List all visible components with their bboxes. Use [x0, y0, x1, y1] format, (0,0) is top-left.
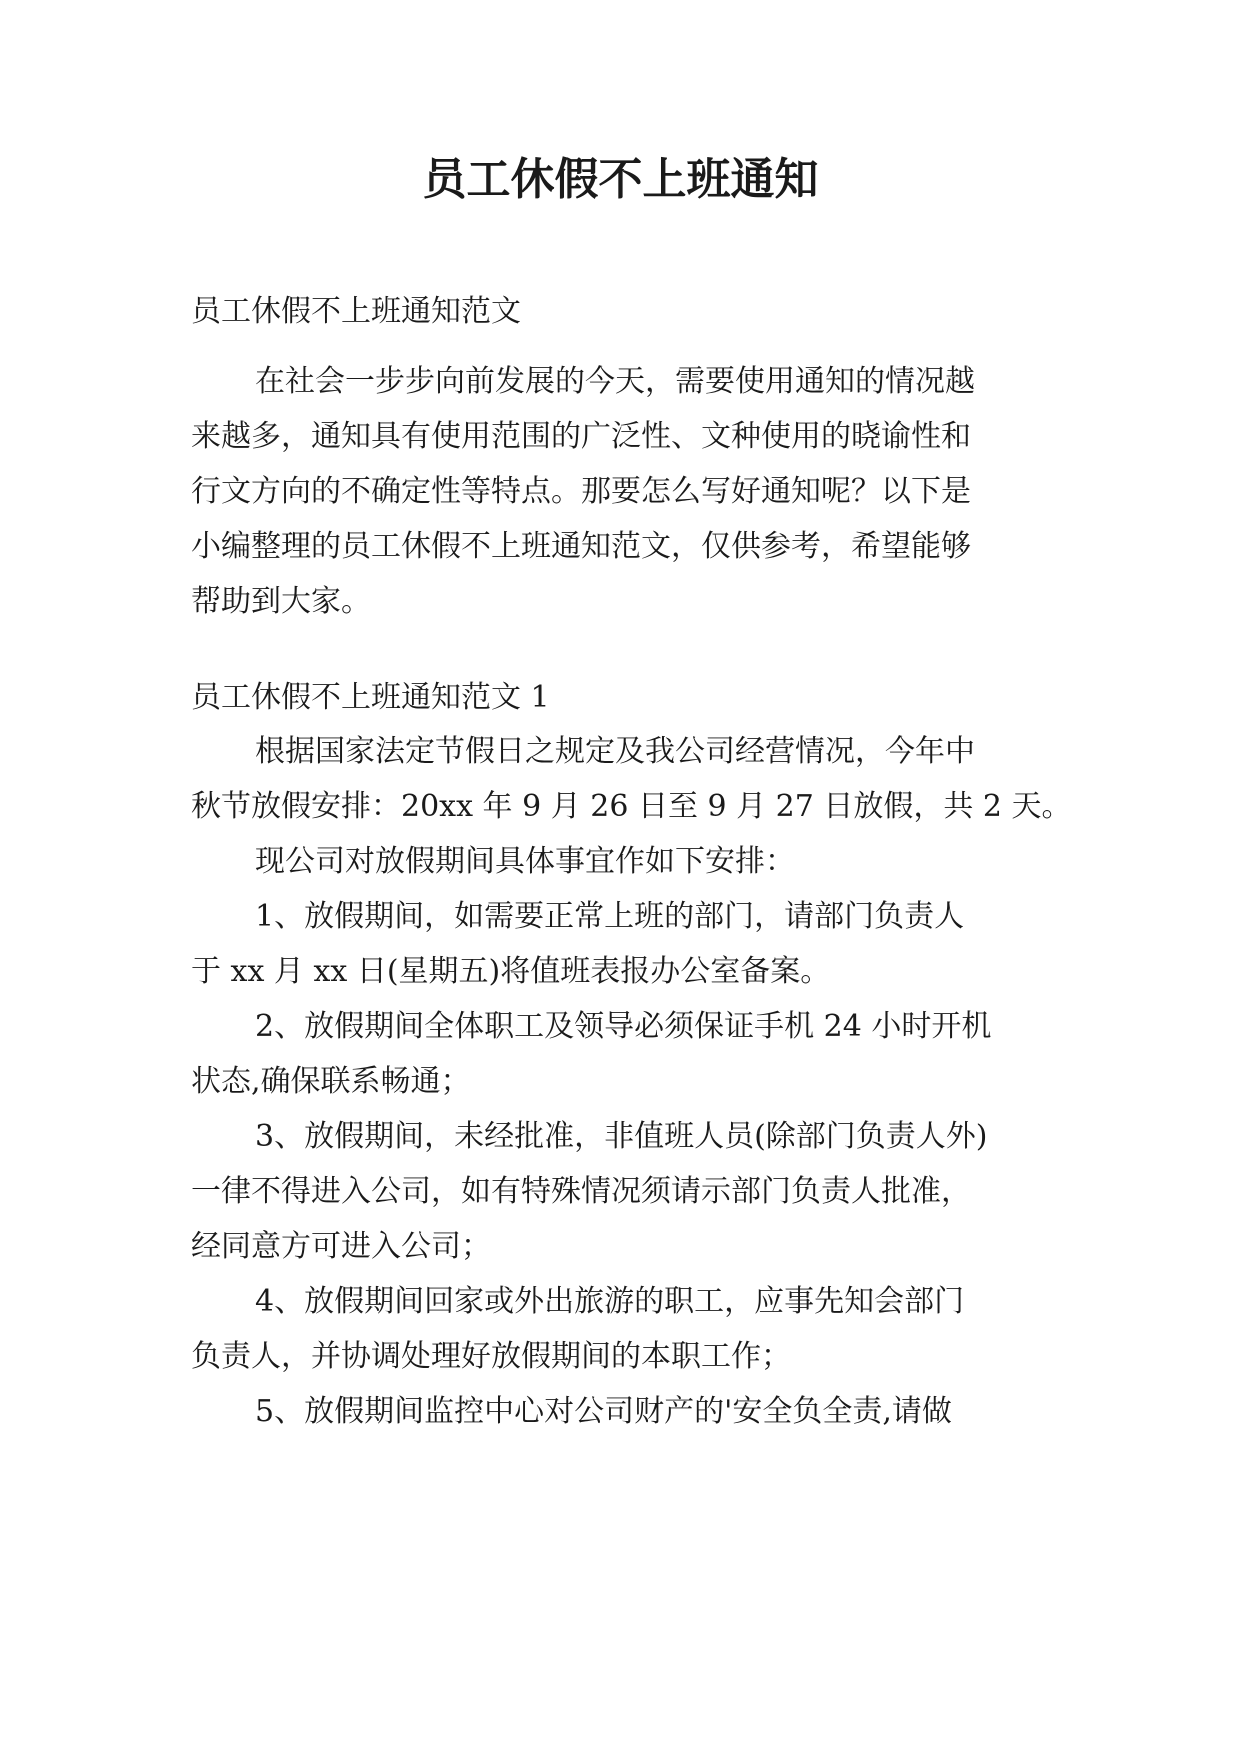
body-line: 根据国家法定节假日之规定及我公司经营情况，今年中	[255, 734, 975, 769]
body-line: 秋节放假安排：20xx 年 9 月 26 日至 9 月 27 日放假，共 2 天。	[191, 789, 1072, 824]
intro-line: 行文方向的不确定性等特点。那要怎么写好通知呢？以下是	[191, 474, 971, 509]
body-line: 4、放假期间回家或外出旅游的职工，应事先知会部门	[255, 1284, 965, 1319]
intro-line: 来越多，通知具有使用范围的广泛性、文种使用的晓谕性和	[191, 419, 971, 454]
body-line: 状态,确保联系畅通；	[191, 1064, 471, 1099]
intro-line: 小编整理的员工休假不上班通知范文，仅供参考，希望能够	[191, 529, 971, 564]
body-line: 于 xx 月 xx 日(星期五)将值班表报办公室备案。	[191, 954, 831, 989]
section-heading: 员工休假不上班通知范文 1	[191, 680, 550, 715]
intro-line: 在社会一步步向前发展的今天，需要使用通知的情况越	[255, 364, 975, 399]
body-line: 经同意方可进入公司；	[191, 1229, 491, 1264]
body-line: 5、放假期间监控中心对公司财产的'安全负全责,请做	[255, 1394, 952, 1429]
document-subtitle: 员工休假不上班通知范文	[191, 294, 521, 329]
body-line: 负责人，并协调处理好放假期间的本职工作；	[191, 1339, 791, 1374]
body-line: 2、放假期间全体职工及领导必须保证手机 24 小时开机	[255, 1009, 992, 1044]
body-line: 3、放假期间，未经批准，非值班人员(除部门负责人外)	[255, 1119, 988, 1154]
document-title: 员工休假不上班通知	[422, 154, 819, 205]
intro-line: 帮助到大家。	[191, 584, 371, 619]
body-line: 一律不得进入公司，如有特殊情况须请示部门负责人批准，	[191, 1174, 971, 1209]
body-line: 1、放假期间，如需要正常上班的部门，请部门负责人	[255, 899, 965, 934]
body-line: 现公司对放假期间具体事宜作如下安排：	[255, 844, 795, 879]
